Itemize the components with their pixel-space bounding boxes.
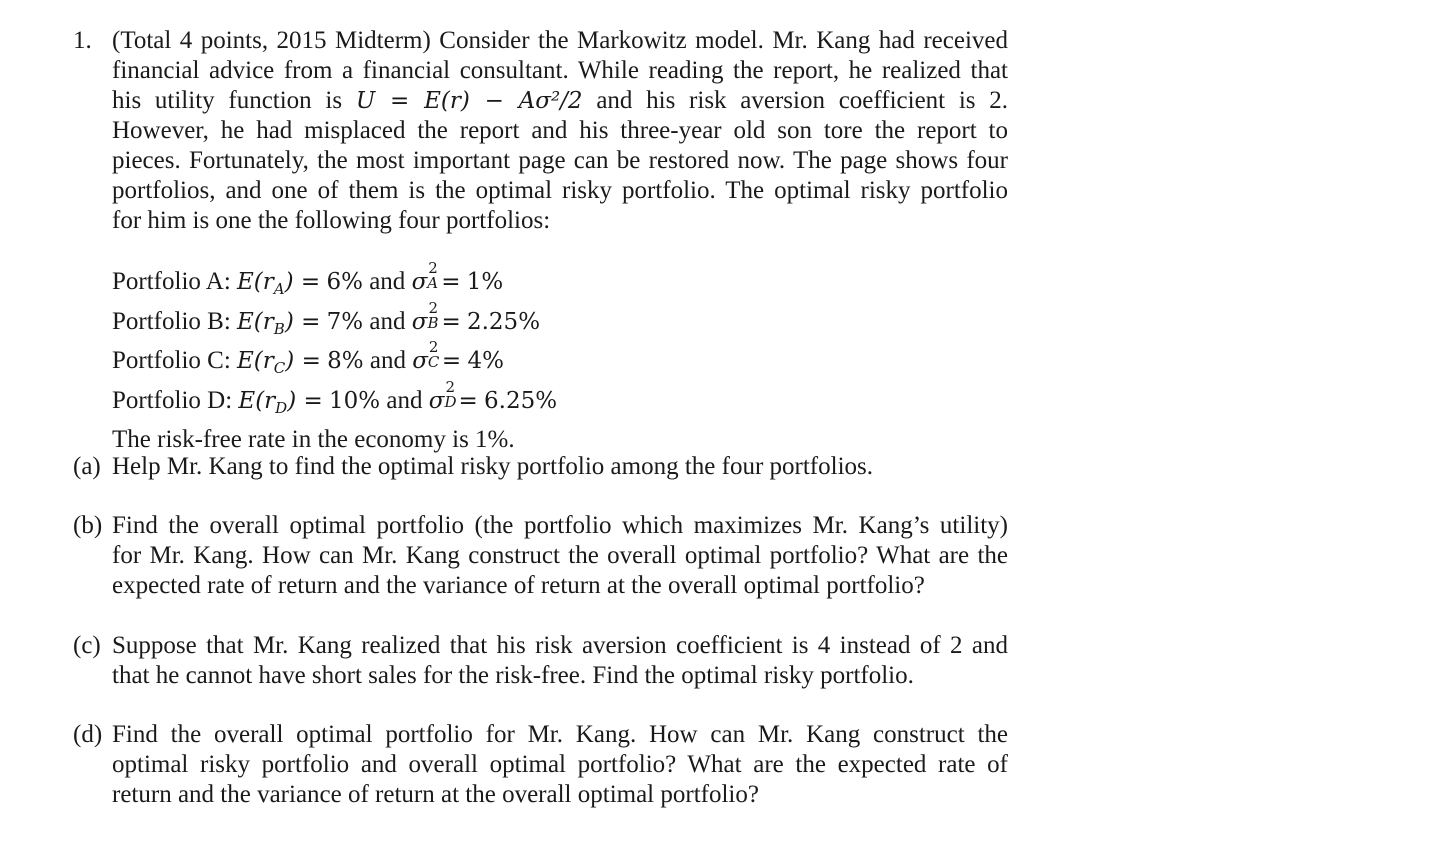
portfolio-subscript: B <box>427 313 439 332</box>
question-intro <box>112 26 1008 236</box>
part-c-label: (c) <box>73 632 101 659</box>
and-word: and <box>369 347 406 374</box>
portfolio-subscript: A <box>427 274 439 292</box>
portfolio-label: Portfolio B: <box>112 307 231 335</box>
part-line: expected rate of return and the variance of return at the overall optimal portfolio? <box>112 572 925 599</box>
part-b-text <box>112 511 1008 601</box>
part-line: Find the overall optimal portfolio (the portfolio which maximizes Mr. Kang’s utility) <box>112 512 1008 539</box>
part-line: return and the variance of return at the overall optimal portfolio? <box>112 781 759 808</box>
part-line: Find the overall optimal portfolio for Mr. Kang. How can Mr. Kang construct the <box>112 721 1008 748</box>
part-line: that he cannot have short sales for the risk-free. Find the optimal risky portfolio. <box>112 662 914 689</box>
utility-formula: U = E(r) − Aσ²/2 <box>355 88 583 114</box>
portfolio-subscript: D <box>275 398 288 417</box>
part-line: Suppose that Mr. Kang realized that his risk aversion coefficient is 4 instead of 2 and <box>112 632 1008 659</box>
portfolio-row-b: Portfolio B: $E(r_B) = 7\%$ and σ 2 B = 2.25% <box>112 298 541 338</box>
intro-line: financial advice from a financial consultant. While reading the report, he realized that <box>112 57 1008 84</box>
portfolio-subscript: A <box>273 280 285 298</box>
intro-line: portfolios, and one of them is the optimal risky portfolio. The optimal risky portfolio <box>112 177 1008 204</box>
portfolio-label: Portfolio D: <box>112 386 233 414</box>
portfolio-label: Portfolio C: <box>112 347 231 374</box>
intro-line: pieces. Fortunately, the most important page can be restored now. The page shows four <box>112 147 1008 174</box>
portfolio-label: Portfolio A: <box>112 268 231 295</box>
part-line: Help Mr. Kang to find the optimal risky portfolio among the four portfolios. <box>112 453 873 480</box>
portfolio-row-a: Portfolio A: $E(r_A) = 6\%$ and σ 2 A = 1% <box>112 259 504 298</box>
and-word: and <box>386 386 423 414</box>
part-a-label: (a) <box>73 453 101 480</box>
portfolio-subscript: D <box>444 392 457 411</box>
part-a-text <box>112 452 1008 482</box>
portfolio-return: 7% <box>326 308 364 335</box>
portfolio-variance: 2.25% <box>466 308 541 335</box>
part-line: optimal risky portfolio and overall optimal portfolio? What are the expected rate of <box>112 751 1008 778</box>
portfolio-subscript: B <box>273 319 285 338</box>
question-number: 1. <box>73 27 92 54</box>
part-d-label: (d) <box>73 721 103 748</box>
part-c-text <box>112 631 1008 691</box>
portfolio-row-c: Portfolio C: $E(r_C) = 8\%$ and σ 2 C = 4% <box>112 338 504 377</box>
intro-line-utility <box>112 86 1008 116</box>
part-d-text <box>112 720 1008 810</box>
portfolio-return: 6% <box>326 269 363 295</box>
intro-line: However, he had misplaced the report and his three-year old son tore the report to <box>112 117 1008 144</box>
portfolio-variance: 4% <box>467 348 504 374</box>
risk-free-line: The risk-free rate in the economy is 1%. <box>112 426 515 453</box>
and-word: and <box>369 307 406 335</box>
portfolio-variance: 6.25% <box>484 387 558 414</box>
portfolio-variance: 1% <box>466 269 504 295</box>
intro-line-text: and his risk aversion coefficient is 2. <box>596 87 1009 114</box>
portfolio-row-d: Portfolio D: $E(r_D) = 10\%$ and σ 2 D = 6.25% <box>112 377 558 417</box>
intro-line: for him is one the following four portfolios: <box>112 207 551 234</box>
portfolio-return: 10% <box>329 387 381 414</box>
portfolio-return: 8% <box>327 348 364 374</box>
portfolio-subscript: C <box>273 359 286 377</box>
intro-line: (Total 4 points, 2015 Midterm) Consider the Markowitz model. Mr. Kang had received <box>112 27 1008 54</box>
portfolio-list <box>112 259 1008 456</box>
part-line: for Mr. Kang. How can Mr. Kang construct the overall optimal portfolio? What are the <box>112 542 1008 569</box>
portfolio-subscript: C <box>427 353 440 371</box>
intro-line-text: his utility function is <box>112 87 343 114</box>
part-b-label: (b) <box>73 512 103 539</box>
and-word: and <box>369 268 406 295</box>
